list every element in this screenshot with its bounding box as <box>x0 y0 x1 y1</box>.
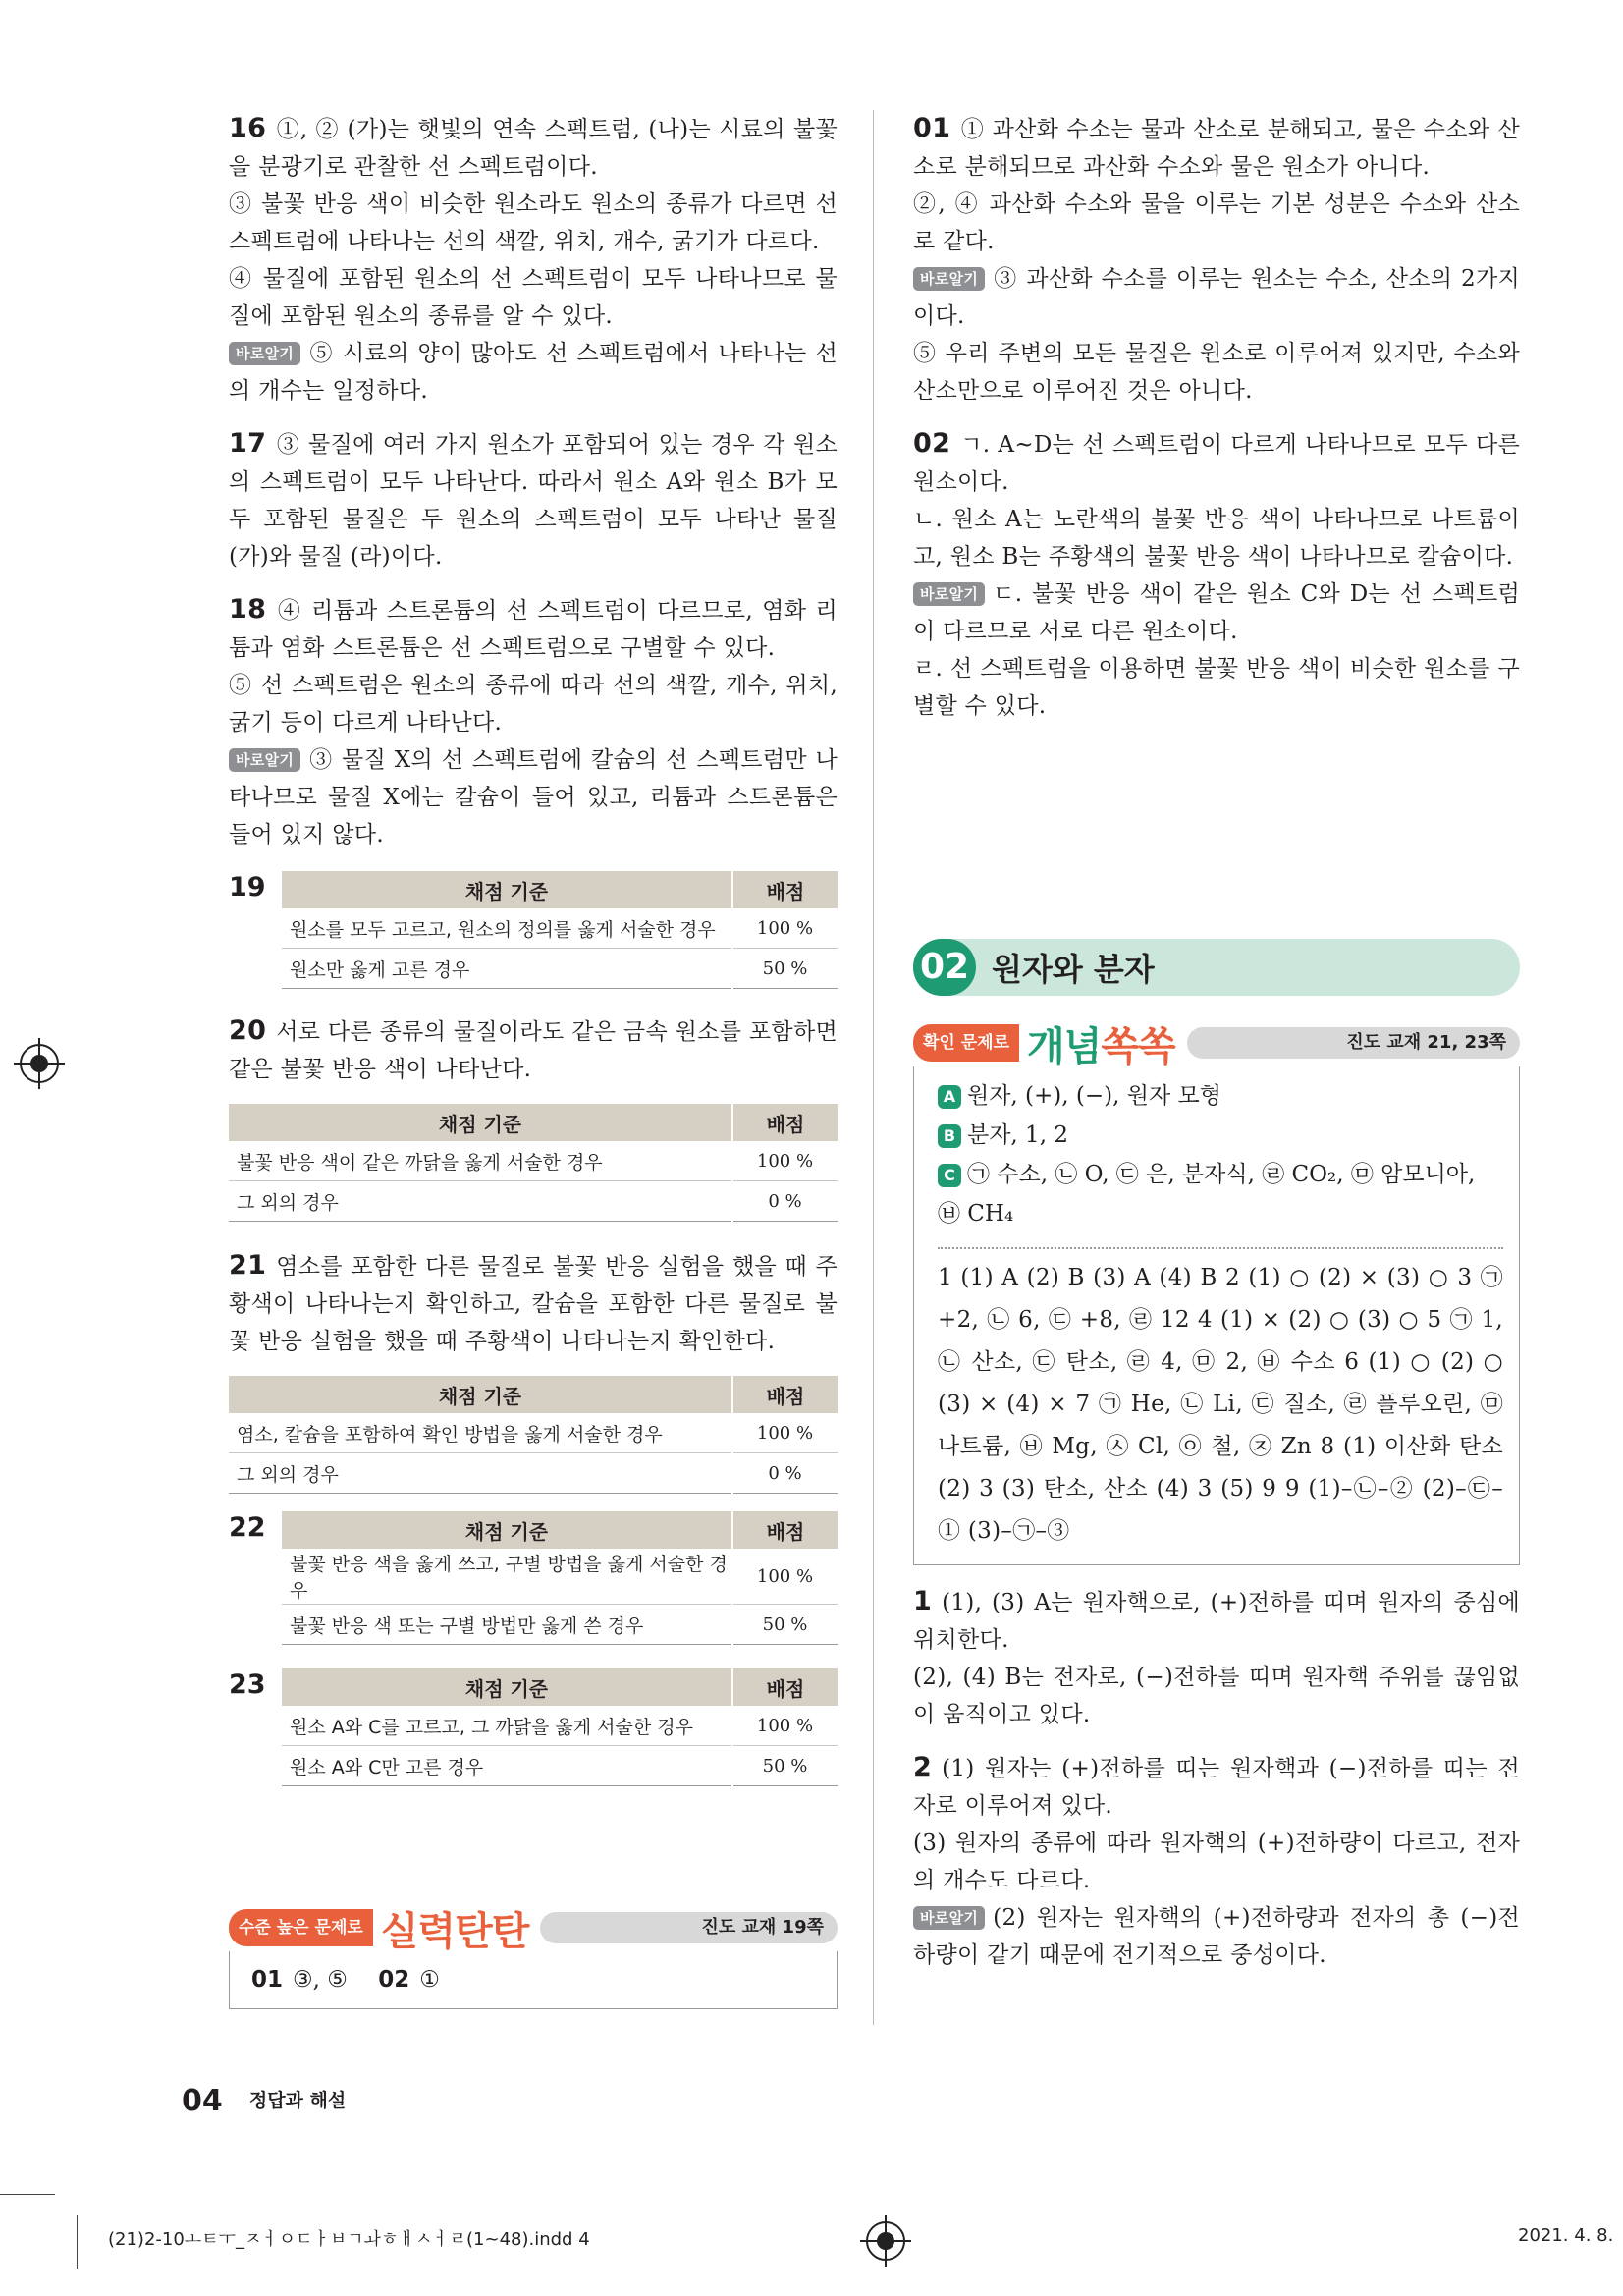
badge-a-icon: A <box>938 1085 961 1109</box>
question-number: 02 <box>913 428 951 459</box>
answer-01: 01 ① 과산화 수소는 물과 산소로 분해되고, 물은 수소와 산소로 분해되므로 과산화 수소와 물은 원소가 아니다. ②, ④ 과산화 수소와 물을 이루는 기본 성분은 수소와 산소로 같다. 바로알기 ③ 과산화 수소를 이루는 원소는 수소, 산소의 2가지이다. ⑤ 우리 주변의 모든 물질은 원소로 이루어져 있지만, 수소와 산소만으로 이루어진 것은 아니다. <box>913 113 1520 404</box>
print-date: 2021. 4. 8. <box>1518 2225 1614 2246</box>
concept-header <box>913 1019 1520 1069</box>
table-row: 염소, 칼슘을 포함하여 확인 방법을 옳게 서술한 경우 100 % <box>229 1413 838 1453</box>
table-row: 원소 A와 C만 고른 경우 50 % <box>282 1746 838 1786</box>
concept-a: A 원자, (+), (−), 원자 모형 <box>938 1076 1503 1116</box>
skill-title: 실력탄탄 <box>380 1908 529 1954</box>
explanation-1: 1 (1), (3) A는 원자핵으로, (+)전하를 띠며 원자의 중심에 위치한다. (2), (4) B는 전자로, (−)전하를 띠며 원자핵 주위를 끊임없이 움직이고 있다. <box>913 1586 1520 1727</box>
page-footer <box>182 2084 346 2118</box>
table-row: 원소 A와 C를 고르고, 그 까닭을 옳게 서술한 경우 100 % <box>282 1706 838 1746</box>
progress-ref: 진도 교재 19쪽 <box>540 1912 838 1943</box>
answer-22 <box>229 1511 838 1645</box>
answer-16: 16 ①, ② (가)는 햇빛의 연속 스펙트럼, (나)는 시료의 불꽃을 분광기로 관찰한 선 스펙트럼이다. ③ 불꽃 반응 색이 비슷한 원소라도 원소의 종류가 다르면 선 스펙트럼에 나타나는 선의 색깔, 위치, 개수, 굵기가 다르다. ④ 물질에 포함된 원소의 선 스펙트럼이 모두 나타나므로 물질에 포함된 원소의 종류를 알 수 있다. 바로알기 ⑤ 시료의 양이 많아도 선 스펙트럼에서 나타나는 선의 개수는 일정하다. <box>229 113 838 404</box>
correction-tag: 바로알기 <box>229 748 300 772</box>
answer-23 <box>229 1668 838 1786</box>
left-column <box>229 110 838 2009</box>
table-row: 원소만 옳게 고른 경우 50 % <box>282 949 838 989</box>
section-title: 원자와 분자 <box>992 951 1155 988</box>
skill-section <box>229 1904 838 2009</box>
crop-mark <box>77 2215 78 2269</box>
scoring-table: 채점 기준 배점 불꽃 반응 색을 옳게 쓰고, 구별 방법을 옳게 서술한 경우 100 % 불꽃 반응 색 또는 구별 방법만 옳게 쓴 경우 50 % <box>282 1511 838 1645</box>
scoring-table: 채점 기준 배점 염소, 칼슘을 포함하여 확인 방법을 옳게 서술한 경우 100 % 그 외의 경우 0 % <box>229 1376 838 1494</box>
table-row: 불꽃 반응 색이 같은 까닭을 옳게 서술한 경우 100 % <box>229 1141 838 1181</box>
question-number: 19 <box>229 872 266 902</box>
registration-mark-icon <box>20 1044 59 1083</box>
registration-mark-icon <box>866 2221 905 2261</box>
correction-tag: 바로알기 <box>229 342 300 365</box>
table-row: 불꽃 반응 색 또는 구별 방법만 옳게 쓴 경우 50 % <box>282 1605 838 1645</box>
skill-header <box>229 1904 838 1954</box>
table-row: 불꽃 반응 색을 옳게 쓰고, 구별 방법을 옳게 서술한 경우 100 % <box>282 1549 838 1605</box>
skill-label: 수준 높은 문제로 <box>229 1909 373 1946</box>
skill-answers: 01 ③, ⑤ 02 ① <box>229 1951 838 2009</box>
answer-17: 17 ③ 물질에 여러 가지 원소가 포함되어 있는 경우 각 원소의 스펙트럼이 모두 나타난다. 따라서 원소 A와 원소 B가 모두 포함된 물질은 두 원소의 스펙트럼이 모두 나타난 물질 (가)와 물질 (라)이다. <box>229 428 838 570</box>
question-number: 16 <box>229 113 267 143</box>
answer-19 <box>229 871 838 989</box>
question-number: 21 <box>229 1250 267 1281</box>
question-number: 22 <box>229 1512 266 1543</box>
table-row: 그 외의 경우 0 % <box>229 1181 838 1222</box>
answer-21: 21 염소를 포함한 다른 물질로 불꽃 반응 실험을 했을 때 주황색이 나타나는지 확인하고, 칼슘을 포함한 다른 물질로 불꽃 반응 실험을 했을 때 주황색이 나타나는지 확인한다. 채점 기준 배점 염소, 칼슘을 포함하여 확인 방법을 옳게 서술한 경우 100 % 그 외의 경우 0 % <box>229 1247 838 1494</box>
right-column <box>913 110 1520 1990</box>
question-number: 23 <box>229 1669 266 1700</box>
question-number: 18 <box>229 594 267 625</box>
table-row: 원소를 모두 고르고, 원소의 정의를 옳게 서술한 경우 100 % <box>282 908 838 949</box>
progress-ref: 진도 교재 21, 23쪽 <box>1187 1027 1520 1059</box>
correction-tag: 바로알기 <box>913 582 985 606</box>
page-title: 정답과 해설 <box>248 2090 347 2111</box>
scoring-table: 채점 기준 배점 원소 A와 C를 고르고, 그 까닭을 옳게 서술한 경우 100 % 원소 A와 C만 고른 경우 50 % <box>282 1668 838 1786</box>
question-number: 17 <box>229 428 267 459</box>
answer-18: 18 ④ 리튬과 스트론튬의 선 스펙트럼이 다르므로, 염화 리튬과 염화 스트론튬은 선 스펙트럼으로 구별할 수 있다. ⑤ 선 스펙트럼은 원소의 종류에 따라 선의 색깔, 개수, 위치, 굵기 등이 다르게 나타난다. 바로알기 ③ 물질 X의 선 스펙트럼에 칼슘의 선 스펙트럼만 나타나므로 물질 X에는 칼슘이 들어 있고, 리튬과 스트론튬은 들어 있지 않다. <box>229 594 838 847</box>
question-number: 2 <box>913 1752 933 1782</box>
correction-tag: 바로알기 <box>913 267 985 291</box>
section-heading <box>913 939 1520 996</box>
concept-box <box>913 1066 1520 1565</box>
concept-c: C ㉠ 수소, ㉡ O, ㉢ 은, 분자식, ㉣ CO₂, ㉤ 암모니아, ㉥ CH₄ <box>938 1162 1476 1227</box>
scoring-table: 채점 기준 배점 원소를 모두 고르고, 원소의 정의를 옳게 서술한 경우 100 % 원소만 옳게 고른 경우 50 % <box>282 871 838 989</box>
answer-02: 02 ㄱ. A~D는 선 스펙트럼이 다르게 나타나므로 모두 다른 원소이다. ㄴ. 원소 A는 노란색의 불꽃 반응 색이 나타나므로 나트륨이고, 원소 B는 주황색의 불꽃 반응 색이 나타나므로 칼슘이다. 바로알기 ㄷ. 불꽃 반응 색이 같은 원소 C와 D는 선 스펙트럼이 다르므로 서로 다른 원소이다. ㄹ. 선 스펙트럼을 이용하면 불꽃 반응 색이 비슷한 원소를 구별할 수 있다. <box>913 428 1520 719</box>
scoring-table: 채점 기준 배점 불꽃 반응 색이 같은 까닭을 옳게 서술한 경우 100 % 그 외의 경우 0 % <box>229 1104 838 1222</box>
question-number: 1 <box>913 1586 933 1616</box>
concept-label: 확인 문제로 <box>913 1024 1019 1062</box>
correction-tag: 바로알기 <box>913 1906 985 1930</box>
badge-b-icon: B <box>938 1124 961 1148</box>
page-number: 04 <box>182 2084 223 2118</box>
section-number: 02 <box>913 939 976 996</box>
question-number: 20 <box>229 1015 267 1046</box>
answer-20: 20 서로 다른 종류의 물질이라도 같은 금속 원소를 포함하면 같은 불꽃 반응 색이 나타난다. 채점 기준 배점 불꽃 반응 색이 같은 까닭을 옳게 서술한 경우 100 % 그 외의 경우 0 % <box>229 1012 838 1222</box>
question-number: 01 <box>913 113 951 143</box>
dotted-divider <box>938 1247 1503 1249</box>
table-row: 그 외의 경우 0 % <box>229 1453 838 1494</box>
file-slug: (21)2-10ㅗㅌㅜ_ㅈㅓㅇㄷㅏㅂㄱㅘㅎㅐㅅㅓㄹ(1~48).indd 4 <box>108 2229 590 2250</box>
concept-section <box>913 1019 1520 1565</box>
explanation-2: 2 (1) 원자는 (+)전하를 띠는 원자핵과 (−)전하를 띠는 전자로 이루어져 있다. (3) 원자의 종류에 따라 원자핵의 (+)전하량이 다르고, 전자의 개수도 다르다. 바로알기 (2) 원자는 원자핵의 (+)전하량과 전자의 총 (−)전하량이 같기 때문에 전기적으로 중성이다. <box>913 1752 1520 1968</box>
crop-mark <box>0 2194 55 2195</box>
column-divider <box>873 110 874 2025</box>
badge-c-icon: C <box>938 1164 961 1187</box>
concept-title: 개념쏙쏙 <box>1027 1023 1175 1069</box>
concept-answers: 1 (1) A (2) B (3) A (4) B 2 (1) ○ (2) × (3) ○ 3 ㉠ +2, ㉡ 6, ㉢ +8, ㉣ 12 4 (1) × (2) ○ (3) ○ 5 ㉠ 1, ㉡ 산소, ㉢ 탄소, ㉣ 4, ㉤ 2, ㉥ 수소 6 (1) ○ (2) ○ (3) × (4) × 7 ㉠ He, ㉡ Li, ㉢ 질소, ㉣ 플루오린, ㉤ 나트륨, ㉥ Mg, ㉦ Cl, ㉧ 철, ㉨ Zn 8 (1) 이산화 탄소 (2) 3 (3) 탄소, 산소 (4) 3 (5) 9 9 (1)–㉡–② (2)–㉢–① (3)–㉠–③ <box>938 1265 1503 1544</box>
concept-b: B 분자, 1, 2 <box>938 1116 1503 1155</box>
